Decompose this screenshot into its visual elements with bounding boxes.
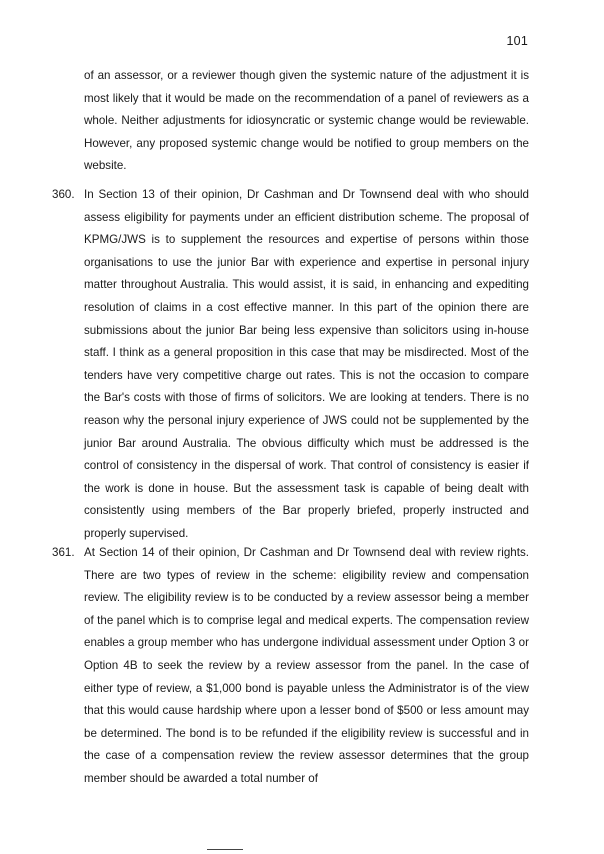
page-number: 101 <box>506 34 528 48</box>
paragraph-361: At Section 14 of their opinion, Dr Cashman and Dr Townsend deal with review rights. There are two types of review in the scheme: eligibility review and compensation review. The eligibility review is to be conducted by a review assessor being a member of the panel which is to comprise legal and medical experts. The compensation review enables a group member who has undergone individual assessment under Option 3 or Option 4B to seek the review by a review assessor from the panel. In the case of either type of review, a $1,000 bond is payable unless the Administrator is of the view that this would cause hardship where upon a lesser bond of $500 or less amount may be determined. The bond is to be refunded if the eligibility review is successful and in the case of a compensation review the review assessor determines that the group member should be awarded a total number of <box>84 546 529 785</box>
paragraph-360: In Section 13 of their opinion, Dr Cashman and Dr Townsend deal with who should assess eligibility for payments under an efficient distribution scheme. The proposal of KPMG/JWS is to supplement the resources and expertise of persons within those organisations to use the junior Bar with experience and expertise in personal injury matter throughout Australia. This would assist, it is said, in enhancing and expediting resolution of claims in a cost effective manner. In this part of the opinion there are submissions about the junior Bar being less expensive than solicitors using in-house staff. I think as a general proposition in this case that may be misdirected. Most of the tenders have very competitive charge out rates. This is not the occasion to compare the Bar's costs with those of firms of solicitors. We are looking at tenders. There is no reason why the personal injury experience of JWS could not be supplemented by the junior Bar around Australia. The obvious difficulty which must be addressed is the control of consistency in the dispersal of work. That control of consistency is easier if the work is done in house. But the assessment task is capable of being dealt with consistently using members of the Bar properly briefed, properly instructed and properly supervised. <box>84 188 529 540</box>
paragraph-continuation: of an assessor, or a reviewer though given the systemic nature of the adjustment it is most likely that it would be made on the recommendation of a panel of reviewers as a whole. Neither adjustments for idiosyncratic or systemic change would be reviewable. However, any proposed systemic change would be notified to group members on the website. <box>84 69 529 173</box>
paragraph-number-361: 361. <box>52 546 75 559</box>
paragraph-number-360: 360. <box>52 188 75 201</box>
footer-divider <box>207 849 243 850</box>
